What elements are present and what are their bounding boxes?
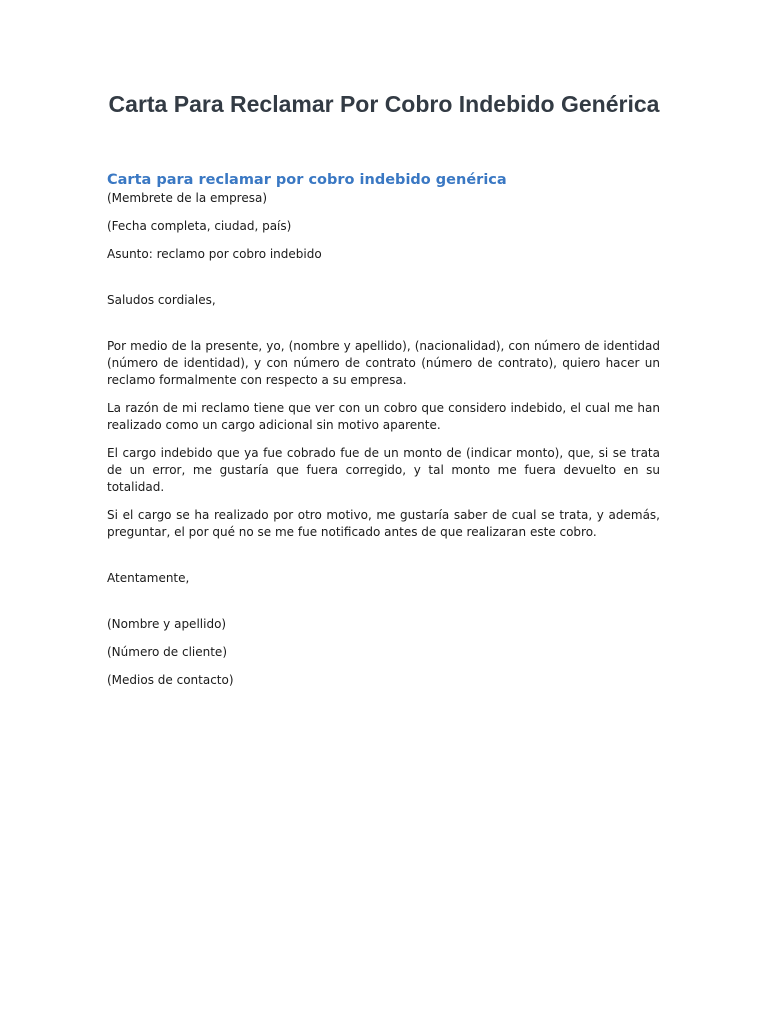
letter-body — [107, 170, 660, 689]
date-line: (Fecha completa, ciudad, país) — [107, 219, 292, 233]
body-paragraph: El cargo indebido que ya fue cobrado fue de un monto de (indicar monto), que, si se trata de un error, me gustaría que fuera corregido, y tal monto me fuera devuelto en su totalidad. — [107, 446, 660, 494]
page-title: Carta Para Reclamar Por Cobro Indebido Genérica — [108, 91, 660, 117]
letterhead-line: (Membrete de la empresa) — [107, 191, 268, 205]
signature-client-number: (Número de cliente) — [107, 645, 227, 659]
signature-name: (Nombre y apellido) — [107, 617, 227, 631]
subject-line: Asunto: reclamo por cobro indebido — [107, 247, 322, 261]
signature-contact: (Medios de contacto) — [107, 673, 234, 687]
body-paragraph: La razón de mi reclamo tiene que ver con un cobro que considero indebido, el cual me han realizado como un cargo adicional sin motivo aparente. — [107, 401, 660, 432]
body-paragraph: Por medio de la presente, yo, (nombre y apellido), (nacionalidad), con número de identidad (número de identidad), y con número de contrato (número de contrato), quiero hacer un reclamo formalmente con respecto a su empresa. — [107, 339, 660, 387]
letter-heading: Carta para reclamar por cobro indebido genérica — [107, 172, 507, 188]
body-paragraph: Si el cargo se ha realizado por otro motivo, me gustaría saber de cual se trata, y además, preguntar, el por qué no se me fue notificado antes de que realizaran este cobro. — [107, 508, 660, 539]
closing-line: Atentamente, — [107, 571, 190, 585]
greeting-line: Saludos cordiales, — [107, 293, 216, 307]
